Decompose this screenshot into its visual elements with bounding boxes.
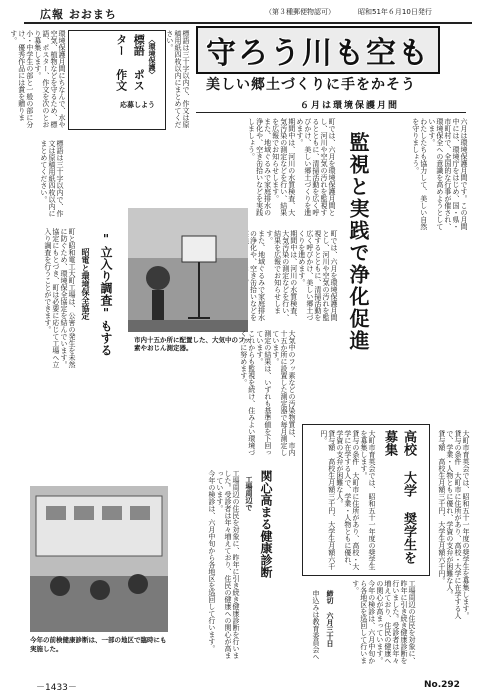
poster-title: 標語 ポスター 作文 [114,34,146,91]
measuring-device-image [128,208,248,332]
scholarship-headline: 高校 大学 奨学生を募集 [382,430,416,564]
poster-lead: 標語は三十字以内で、作文は原稿用紙四枚以内にまとめてください。 [165,30,190,128]
masthead-rule [24,22,472,24]
checkup-body: 工場周辺の住民を対象に、昨年に引き続き健康診断を行いました。受診者は年々増えており、住民の健康への関心が高まっています。 今年の検診は、六月中旬から各地区を巡回して行います。 [207,470,240,659]
photo2-caption: 今年の前検健康診断は、一部の地区で臨時にも実施した。 [30,636,167,653]
masthead-notice: （第３種郵便物認可） [265,8,335,16]
banner-subheadline: 美しい郷土づくりに手をかそう [206,77,416,93]
checkup-headline: 関心高まる健康診断 [259,470,273,578]
masthead-title: 広報 おおまち [40,8,117,21]
scholarship-body: 大町市育英会では、昭和五十一年度の奨学生を募集します。 貸与の条件 大町市に住所があり、高校・大学に在学する人で、学業・人物ともに優れ、学資の支弁が困難な人。 貸与額 高校生月額三千円、大学生月額六千円。 [319,430,376,570]
banner-headline: 守ろう川も空も [196,26,440,74]
inspection-body: 町と昭和電工大町工場は、公害の発生を未然に防ぐため、環境保全協定を結んでいます。 協定にもとづき、町は必要に応じて工場へ立入り調査を行うことができます。 [43,228,76,368]
health-check-image [30,486,168,632]
monitor-body-2: 町では、六月を環境保護月間とし、河川や空気の汚れを監視するとともに、清掃活動を広く呼びかけ、美しい郷土づくりを進めます。 期間中は、河川の水質検査、大気汚染の測定などを行い、結果を広報でお知らせします。 また、地域ぐるみで家庭排水の浄化や、空き缶拾いなどを [249,230,338,321]
checkup-sub: 工場周辺で [245,476,253,511]
inspection-sub: 昭電と環境保全協定 [81,248,90,320]
poster-body: 環境保護月間にちなんで、水や空気、植物などを守るため、標語、ポスター、作文を次のとおり募集します。 小・中学生の部と一般の部に分け、優秀作品には賞を贈ります。 [9,30,66,128]
center-body: 大気中のフッ素などの汚染物質は、市内十五か所に設置した測定器で毎月測定しています。 測定の結果は、いずれも基準値を下回っています。 これからも監視を続け、住みよい環境づくりに努めます。 [239,330,296,456]
issue-number: No.292 [424,680,460,690]
banner-sub2: ６月は環境保護月間 [300,101,400,111]
photo-health-check [30,486,168,632]
left-small-article: 標語は三十字以内で、作文は原稿用紙四枚以内にまとめてください。 [39,140,64,217]
masthead-date: 昭和51年６月10日発行 [358,8,432,16]
masthead [0,0,494,22]
photo1-caption: 市内十五か所に配置した、大気中のフッ素やおじん測定器。 [134,336,251,353]
poster-tag: 応募しよう [120,101,155,109]
checkup-body-right: 工場周辺の住民を対象に、昨年に引き続き健康診断を行いました。受診者は年々増えており、住民の健康への関心が高まっています。 今年の検診は、六月中旬から各地区を巡回して行います。 [351,580,416,664]
scholarship-contact: 申込みは教育委員会へ [312,590,321,660]
poster-label: 〈環境保護〉 [148,36,157,78]
top-right-column: 六月は環境保護月間です。この月間中には、環境庁をはじめ、国・県・市町村で、全国的な行事が催され、環境保全への意識を高めようとしています。 わたしたちも協力して、美しい自然を守りましょう。 [411,118,468,230]
photo-measuring-device [128,208,248,332]
monitor-headline: 監視と実践で浄化促進 [346,132,370,352]
inspection-headline: "立入り調査"もする [99,232,113,356]
page-number: －1433－ [36,683,77,693]
scholarship-right-col: 大町市育英会では、昭和五十一年度の奨学生を募集します。 貸与の条件 大町市に住所があり、高校・大学に在学する人で、学業・人物ともに優れ、学資の支弁が困難な人。 貸与額 高校生月額三千円、大学生月額六千円。 [437,430,470,619]
banner-rule [196,112,466,113]
scholarship-deadline: 締切 六月三十日 [326,590,335,647]
monitor-body: 町では、六月を環境保護月間とし、河川や空気の汚れを監視するとともに、清掃活動を広く呼びかけ、美しい郷土づくりを進めます。 期間中は、河川の水質検査、大気汚染の測定などを行い、結果を広報でお知らせします。 また、地域ぐるみで家庭排水の浄化や、空き缶拾いなどを実践しましょう。 [247,118,336,216]
